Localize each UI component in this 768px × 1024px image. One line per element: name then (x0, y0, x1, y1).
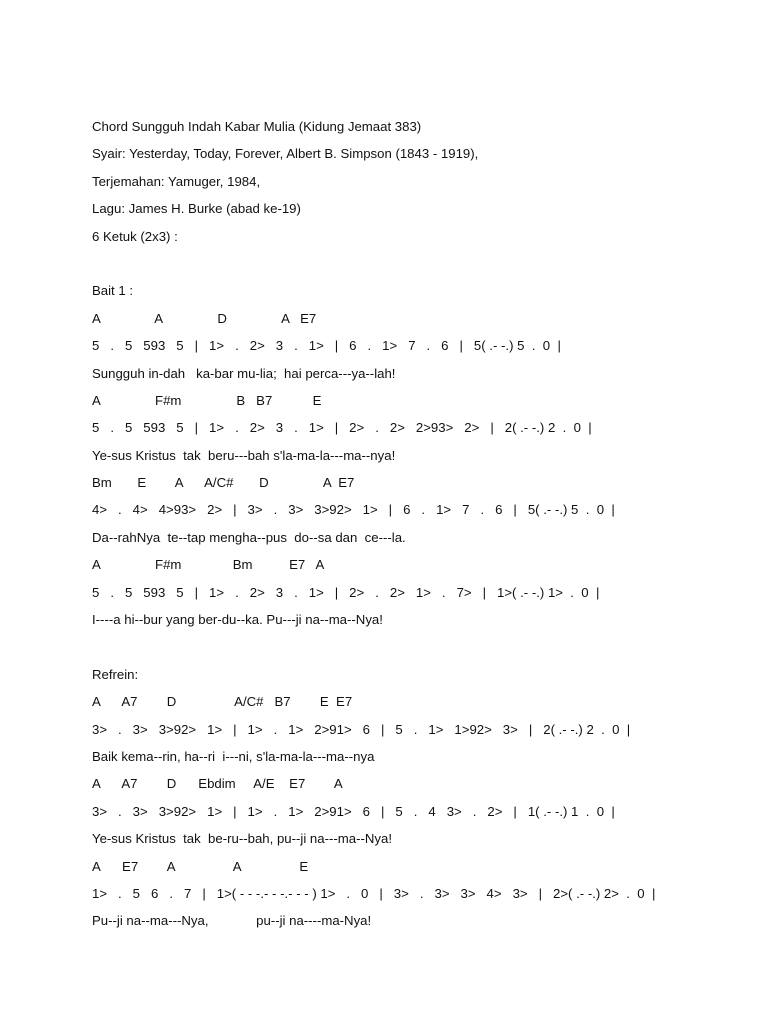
refrain-lyric-line: Pu--ji na--ma---Nya, pu--ji na----ma-Nya! (92, 913, 372, 929)
refrain-chord-line: A E7 A A E (92, 858, 309, 874)
verse-1-lyric-line: Da--rahNya te--tap mengha--pus do--sa dan ce---la. (92, 529, 406, 545)
verse-1-chord-line: A F#m B B7 E (92, 392, 322, 408)
refrain-lyric-line: Ye-sus Kristus tak be-ru--bah, pu--ji na---ma--Nya! (92, 831, 392, 847)
verse-1-chord-line: A F#m Bm E7 A (92, 557, 325, 573)
refrain-lyric-line: Baik kema--rin, ha--ri i---ni, s'la-ma-la---ma--nya (92, 748, 375, 764)
time-signature: 6 Ketuk (2x3) : (92, 228, 178, 244)
translator-credit: Terjemahan: Yamuger, 1984, (92, 173, 261, 189)
section-gap (92, 633, 752, 660)
verse-1-chord-line: A A D A E7 (92, 310, 317, 326)
verse-1-lyric-line: Ye-sus Kristus tak beru---bah s'la-ma-la---ma--nya! (92, 447, 396, 463)
refrain-chord-line: A A7 D Ebdim A/E E7 A (92, 776, 343, 792)
refrain-notation-line: 3> . 3> 3>92> 1> | 1> . 1> 2>91> 6 | 5 . 4 3> . 2> | 1( .- -.) 1 . 0 | (92, 803, 615, 819)
lyricist-credit: Syair: Yesterday, Today, Forever, Albert B. Simpson (1843 - 1919), (92, 146, 479, 162)
refrain-chord-line: A A7 D A/C# B7 E E7 (92, 694, 353, 710)
verse-1-lyric-line: Sungguh in-dah ka-bar mu-lia; hai perca---ya--lah! (92, 365, 396, 381)
verse-1-notation-line: 5 . 5 593 5 | 1> . 2> 3 . 1> | 2> . 2> 2>93> 2> | 2( .- -.) 2 . 0 | (92, 420, 592, 436)
verse-1-chord-line: Bm E A A/C# D A E7 (92, 475, 355, 491)
verse-1-heading: Bait 1 : (92, 283, 134, 299)
document-page (92, 113, 752, 935)
refrain-notation-line: 3> . 3> 3>92> 1> | 1> . 1> 2>91> 6 | 5 . 1> 1>92> 3> | 2( .- -.) 2 . 0 | (92, 721, 631, 737)
refrain-notation-line: 1> . 5 6 . 7 | 1>( - - -.- - -.- - - ) 1> . 0 | 3> . 3> 3> 4> 3> | 2>( .- -.) 2> . 0 | (92, 885, 656, 901)
verse-1-notation-line: 4> . 4> 4>93> 2> | 3> . 3> 3>92> 1> | 6 . 1> 7 . 6 | 5( .- -.) 5 . 0 | (92, 502, 615, 518)
refrain-heading: Refrein: (92, 666, 139, 682)
verse-1-notation-line: 5 . 5 593 5 | 1> . 2> 3 . 1> | 2> . 2> 1> . 7> | 1>( .- -.) 1> . 0 | (92, 584, 600, 600)
verse-1-lyric-line: I----a hi--bur yang ber-du--ka. Pu---ji na--ma--Nya! (92, 612, 383, 628)
verse-1-notation-line: 5 . 5 593 5 | 1> . 2> 3 . 1> | 6 . 1> 7 . 6 | 5( .- -.) 5 . 0 | (92, 338, 561, 354)
section-gap (92, 250, 752, 277)
composer-credit: Lagu: James H. Burke (abad ke-19) (92, 201, 301, 217)
song-title: Chord Sungguh Indah Kabar Mulia (Kidung Jemaat 383) (92, 119, 422, 134)
